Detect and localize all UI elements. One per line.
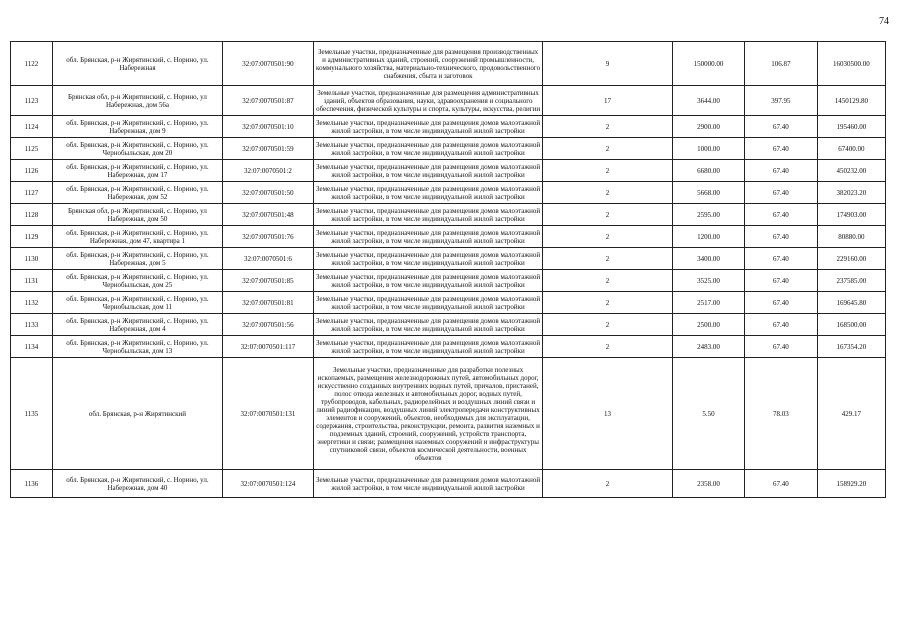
area-cell: 150000.00 <box>672 42 744 86</box>
land-use-cell: Земельные участки, предназначенные для размещения домов малоэтажной жилой застройки, в том числе индивидуальной жилой застройки <box>313 292 542 314</box>
cadastral-number-cell: 32:07:0070501:59 <box>223 138 314 160</box>
specific-value-cell: 78.03 <box>745 358 817 470</box>
area-cell: 3400.00 <box>672 248 744 270</box>
area-cell: 1000.00 <box>672 138 744 160</box>
group-code-cell: 2 <box>543 160 673 182</box>
land-use-cell: Земельные участки, предназначенные для размещения домов малоэтажной жилой застройки, в том числе индивидуальной жилой застройки <box>313 226 542 248</box>
land-use-cell: Земельные участки, предназначенные для разработки полезных ископаемых, размещения железнодорожных путей, автомобильных дорог, искусственно созданных внутренних водных путей, причалов, пристаней, полос отвода железных и автомобильных дорог, водных путей, трубопроводов, кабельных, радиорелейных и воздушных линий связи и линий радиофикации, воздушных линий электропередачи конструктивных элементов и сооружений, объектов, необходимых для эксплуатации, содержания, строительства, реконструкции, ремонта, развития наземных и подземных зданий, строений, сооружений, устройств транспорта, энергетики и связи; размещения наземных сооружений и инфраструктуры спутниковой связи, объектов космической деятельности, военных объектов <box>313 358 542 470</box>
land-use-cell: Земельные участки, предназначенные для размещения домов малоэтажной жилой застройки, в том числе индивидуальной жилой застройки <box>313 314 542 336</box>
group-code-cell: 2 <box>543 470 673 498</box>
area-cell: 2483.00 <box>672 336 744 358</box>
cadastral-number-cell: 32:07:0070501:81 <box>223 292 314 314</box>
row-number-cell: 1124 <box>11 116 53 138</box>
address-cell: обл. Брянская, р-н Жирятинский, с. Норино, ул. Набережная, дом 9 <box>52 116 222 138</box>
address-cell: обл. Брянская, р-н Жирятинский, с. Норино, ул. Набережная <box>52 42 222 86</box>
address-cell: обл. Брянская, р-н Жирятинский, с. Норино, ул. Набережная, дом 17 <box>52 160 222 182</box>
address-cell: обл. Брянская, р-н Жирятинский <box>52 358 222 470</box>
row-number-cell: 1129 <box>11 226 53 248</box>
area-cell: 5668.00 <box>672 182 744 204</box>
table-row <box>11 248 886 270</box>
land-use-cell: Земельные участки, предназначенные для размещения домов малоэтажной жилой застройки, в том числе индивидуальной жилой застройки <box>313 138 542 160</box>
land-use-cell: Земельные участки, предназначенные для размещения домов малоэтажной жилой застройки, в том числе индивидуальной жилой застройки <box>313 204 542 226</box>
address-cell: Брянская обл, р-н Жирятинский, с. Норино, ул Набережная, дом 50 <box>52 204 222 226</box>
group-code-cell: 17 <box>543 86 673 116</box>
specific-value-cell: 67.40 <box>745 248 817 270</box>
table-row <box>11 314 886 336</box>
cadastral-number-cell: 32:07:0070501:85 <box>223 270 314 292</box>
cadastral-number-cell: 32:07:0070501:90 <box>223 42 314 86</box>
address-cell: обл. Брянская, р-н Жирятинский, с. Норино, ул. Чернобыльская, дом 11 <box>52 292 222 314</box>
land-use-cell: Земельные участки, предназначенные для размещения домов малоэтажной жилой застройки, в том числе индивидуальной жилой застройки <box>313 182 542 204</box>
group-code-cell: 2 <box>543 336 673 358</box>
specific-value-cell: 67.40 <box>745 292 817 314</box>
specific-value-cell: 67.40 <box>745 182 817 204</box>
specific-value-cell: 67.40 <box>745 160 817 182</box>
cadastral-value-cell: 237585.00 <box>817 270 885 292</box>
address-cell: обл. Брянская, р-н Жирятинский, с. Норино, ул. Чернобыльская, дом 13 <box>52 336 222 358</box>
row-number-cell: 1126 <box>11 160 53 182</box>
group-code-cell: 2 <box>543 292 673 314</box>
cadastral-number-cell: 32:07:0070501:2 <box>223 160 314 182</box>
area-cell: 3525.00 <box>672 270 744 292</box>
specific-value-cell: 67.40 <box>745 470 817 498</box>
specific-value-cell: 67.40 <box>745 270 817 292</box>
land-use-cell: Земельные участки, предназначенные для размещения домов малоэтажной жилой застройки, в том числе индивидуальной жилой застройки <box>313 160 542 182</box>
specific-value-cell: 67.40 <box>745 226 817 248</box>
cadastral-value-cell: 229160.00 <box>817 248 885 270</box>
cadastral-value-cell: 174903.00 <box>817 204 885 226</box>
land-use-cell: Земельные участки, предназначенные для размещения административных зданий, объектов образования, науки, здравоохранения и социального обеспечения, физической культуры и спорта, культуры, искусства, религии <box>313 86 542 116</box>
group-code-cell: 13 <box>543 358 673 470</box>
row-number-cell: 1130 <box>11 248 53 270</box>
area-cell: 2358.00 <box>672 470 744 498</box>
group-code-cell: 2 <box>543 182 673 204</box>
row-number-cell: 1127 <box>11 182 53 204</box>
table-row <box>11 160 886 182</box>
land-use-cell: Земельные участки, предназначенные для размещения домов малоэтажной жилой застройки, в том числе индивидуальной жилой застройки <box>313 270 542 292</box>
table-row <box>11 182 886 204</box>
cadastral-value-cell: 16030500.00 <box>817 42 885 86</box>
table-row <box>11 336 886 358</box>
address-cell: обл. Брянская, р-н Жирятинский, с. Норино, ул. Чернобыльская, дом 20 <box>52 138 222 160</box>
specific-value-cell: 67.40 <box>745 336 817 358</box>
specific-value-cell: 106.87 <box>745 42 817 86</box>
group-code-cell: 2 <box>543 248 673 270</box>
land-use-cell: Земельные участки, предназначенные для размещения домов малоэтажной жилой застройки, в том числе индивидуальной жилой застройки <box>313 248 542 270</box>
cadastral-number-cell: 32:07:0070501:76 <box>223 226 314 248</box>
table-row <box>11 226 886 248</box>
cadastral-value-cell: 450232.00 <box>817 160 885 182</box>
cadastral-number-cell: 32:07:0070501:48 <box>223 204 314 226</box>
cadastral-number-cell: 32:07:0070501:131 <box>223 358 314 470</box>
cadastral-value-cell: 195460.00 <box>817 116 885 138</box>
row-number-cell: 1125 <box>11 138 53 160</box>
row-number-cell: 1134 <box>11 336 53 358</box>
area-cell: 2517.00 <box>672 292 744 314</box>
row-number-cell: 1135 <box>11 358 53 470</box>
group-code-cell: 2 <box>543 138 673 160</box>
row-number-cell: 1132 <box>11 292 53 314</box>
specific-value-cell: 67.40 <box>745 314 817 336</box>
cadastral-value-cell: 67400.00 <box>817 138 885 160</box>
row-number-cell: 1128 <box>11 204 53 226</box>
area-cell: 2900.00 <box>672 116 744 138</box>
table-row <box>11 358 886 470</box>
land-use-cell: Земельные участки, предназначенные для размещения домов малоэтажной жилой застройки, в том числе индивидуальной жилой застройки <box>313 116 542 138</box>
table-row <box>11 204 886 226</box>
area-cell: 6680.00 <box>672 160 744 182</box>
area-cell: 5.50 <box>672 358 744 470</box>
group-code-cell: 2 <box>543 314 673 336</box>
row-number-cell: 1122 <box>11 42 53 86</box>
cadastral-number-cell: 32:07:0070501:10 <box>223 116 314 138</box>
row-number-cell: 1123 <box>11 86 53 116</box>
cadastral-value-cell: 158929.20 <box>817 470 885 498</box>
land-use-cell: Земельные участки, предназначенные для размещения производственных и административных зданий, строений, сооружений промышленности, коммунального хозяйства, материально-технического, продовольственного снабжения, сбыта и заготовок <box>313 42 542 86</box>
area-cell: 2500.00 <box>672 314 744 336</box>
group-code-cell: 2 <box>543 270 673 292</box>
address-cell: обл. Брянская, р-н Жирятинский, с. Норино, ул. Набережная, дом 4 <box>52 314 222 336</box>
land-use-cell: Земельные участки, предназначенные для размещения домов малоэтажной жилой застройки, в том числе индивидуальной жилой застройки <box>313 470 542 498</box>
cadastral-value-cell: 168500.00 <box>817 314 885 336</box>
cadastral-value-cell: 80880.00 <box>817 226 885 248</box>
table-row <box>11 270 886 292</box>
cadastral-number-cell: 32:07:0070501:124 <box>223 470 314 498</box>
table-row <box>11 42 886 86</box>
address-cell: обл. Брянская, р-н Жирятинский, с. Норино, ул. Набережная, дом 5 <box>52 248 222 270</box>
registry-table-body <box>11 42 886 498</box>
area-cell: 3644.00 <box>672 86 744 116</box>
group-code-cell: 2 <box>543 204 673 226</box>
address-cell: обл. Брянская, р-н Жирятинский, с. Норино, ул. Набережная, дом 47, квартира 1 <box>52 226 222 248</box>
cadastral-value-cell: 169645.80 <box>817 292 885 314</box>
specific-value-cell: 397.95 <box>745 86 817 116</box>
table-row <box>11 116 886 138</box>
group-code-cell: 9 <box>543 42 673 86</box>
land-use-cell: Земельные участки, предназначенные для размещения домов малоэтажной жилой застройки, в том числе индивидуальной жилой застройки <box>313 336 542 358</box>
address-cell: обл. Брянская, р-н Жирятинский, с. Норино, ул. Набережная, дом 52 <box>52 182 222 204</box>
row-number-cell: 1131 <box>11 270 53 292</box>
cadastral-number-cell: 32:07:0070501:56 <box>223 314 314 336</box>
specific-value-cell: 67.40 <box>745 116 817 138</box>
cadastral-number-cell: 32:07:0070501:6 <box>223 248 314 270</box>
cadastral-value-cell: 429.17 <box>817 358 885 470</box>
table-row <box>11 138 886 160</box>
cadastral-number-cell: 32:07:0070501:117 <box>223 336 314 358</box>
address-cell: Брянская обл, р-н Жирятинский, с. Норино, ул Набережная, дом 56а <box>52 86 222 116</box>
cadastral-number-cell: 32:07:0070501:87 <box>223 86 314 116</box>
area-cell: 2595.00 <box>672 204 744 226</box>
group-code-cell: 2 <box>543 226 673 248</box>
table-row <box>11 292 886 314</box>
cadastral-value-cell: 382023.20 <box>817 182 885 204</box>
cadastral-number-cell: 32:07:0070501:50 <box>223 182 314 204</box>
table-row <box>11 86 886 116</box>
specific-value-cell: 67.40 <box>745 138 817 160</box>
cadastral-value-cell: 1450129.80 <box>817 86 885 116</box>
row-number-cell: 1133 <box>11 314 53 336</box>
row-number-cell: 1136 <box>11 470 53 498</box>
group-code-cell: 2 <box>543 116 673 138</box>
registry-table <box>10 41 886 498</box>
page-number: 74 <box>879 16 889 27</box>
specific-value-cell: 67.40 <box>745 204 817 226</box>
table-row <box>11 470 886 498</box>
area-cell: 1200.00 <box>672 226 744 248</box>
address-cell: обл. Брянская, р-н Жирятинский, с. Норино, ул. Чернобыльская, дом 25 <box>52 270 222 292</box>
cadastral-value-cell: 167354.20 <box>817 336 885 358</box>
address-cell: обл. Брянская, р-н Жирятинский, с. Норино, ул. Набережная, дом 40 <box>52 470 222 498</box>
